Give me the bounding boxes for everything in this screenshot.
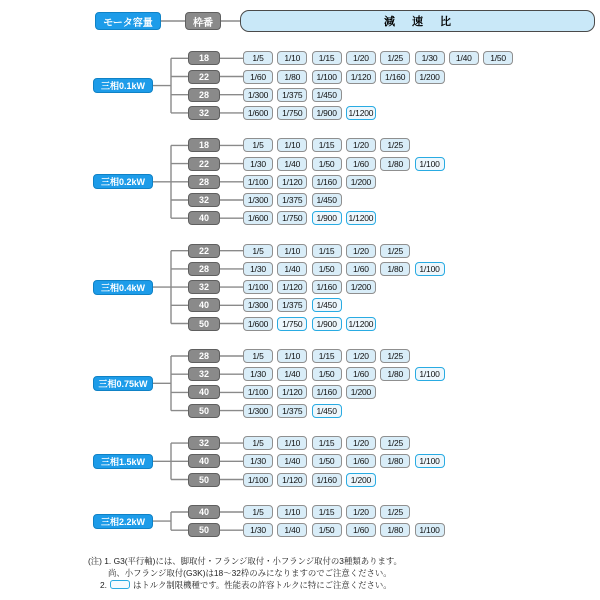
ratio-box: 1/80 [380,262,410,276]
ratio-box: 1/5 [243,349,273,363]
ratio-box: 1/450 [312,193,342,207]
ratio-box: 1/100 [243,175,273,189]
ratio-box: 1/300 [243,88,273,102]
ratio-box: 1/80 [380,157,410,171]
ratio-box-torque-limited: 1/1200 [346,211,376,225]
ratio-box: 1/375 [277,193,307,207]
ratio-box: 1/5 [243,138,273,152]
ratio-box: 1/60 [346,454,376,468]
frame-number-badge: 40 [188,385,220,399]
ratio-box: 1/25 [380,244,410,258]
ratio-box: 1/20 [346,349,376,363]
ratio-box: 1/50 [312,454,342,468]
ratio-box: 1/60 [346,262,376,276]
ratio-box-torque-limited: 1/1200 [346,106,376,120]
ratio-box: 1/20 [346,505,376,519]
frame-number-badge: 50 [188,317,220,331]
motor-capacity-button: 三相0.2kW [93,174,153,189]
ratio-box: 1/50 [483,51,513,65]
ratio-box: 1/100 [415,523,445,537]
frame-number-badge: 28 [188,262,220,276]
frame-number-badge: 22 [188,70,220,84]
ratio-box-torque-limited: 1/900 [312,317,342,331]
ratio-box: 1/5 [243,505,273,519]
ratio-box: 1/40 [277,523,307,537]
ratio-box-torque-limited: 1/900 [312,211,342,225]
motor-capacity-button: 三相0.75kW [93,376,153,391]
ratio-box: 1/10 [277,51,307,65]
ratio-box: 1/100 [243,473,273,487]
frame-number-badge: 32 [188,280,220,294]
frame-number-badge: 32 [188,436,220,450]
ratio-box: 1/60 [346,367,376,381]
ratio-box: 1/100 [243,280,273,294]
ratio-box: 1/15 [312,244,342,258]
footnote-2-number: 2. [100,580,107,590]
ratio-box: 1/5 [243,244,273,258]
frame-number-badge: 28 [188,175,220,189]
motor-capacity-button: 三相0.4kW [93,280,153,295]
ratio-box-torque-limited: 1/100 [415,454,445,468]
ratio-box: 1/160 [312,175,342,189]
ratio-box: 1/200 [346,175,376,189]
ratio-box: 1/600 [243,106,273,120]
ratio-box: 1/160 [312,280,342,294]
frame-number-badge: 22 [188,244,220,258]
ratio-box: 1/50 [312,262,342,276]
frame-number-header: 枠番 [185,12,221,30]
frame-number-badge: 22 [188,157,220,171]
frame-number-badge: 50 [188,523,220,537]
ratio-box: 1/10 [277,436,307,450]
ratio-box-torque-limited: 1/450 [312,298,342,312]
motor-capacity-button: 三相0.1kW [93,78,153,93]
ratio-box: 1/100 [243,385,273,399]
ratio-box: 1/20 [346,138,376,152]
ratio-box: 1/60 [346,523,376,537]
ratio-box: 1/750 [277,106,307,120]
frame-number-badge: 40 [188,505,220,519]
ratio-box: 1/80 [277,70,307,84]
ratio-box: 1/375 [277,298,307,312]
torque-limited-legend-swatch [110,580,130,589]
ratio-box: 1/200 [346,385,376,399]
ratio-box: 1/40 [277,262,307,276]
ratio-box: 1/100 [312,70,342,84]
ratio-box: 1/60 [243,70,273,84]
ratio-box: 1/200 [346,280,376,294]
ratio-box-torque-limited: 1/750 [277,317,307,331]
ratio-box: 1/375 [277,88,307,102]
ratio-box: 1/25 [380,349,410,363]
frame-number-badge: 50 [188,404,220,418]
ratio-box: 1/600 [243,211,273,225]
ratio-box: 1/40 [277,454,307,468]
ratio-box: 1/60 [346,157,376,171]
frame-number-badge: 40 [188,298,220,312]
ratio-box: 1/25 [380,138,410,152]
ratio-box: 1/375 [277,404,307,418]
ratio-box: 1/160 [380,70,410,84]
ratio-box: 1/30 [243,454,273,468]
ratio-box: 1/120 [277,385,307,399]
ratio-box: 1/30 [243,157,273,171]
ratio-box: 1/200 [415,70,445,84]
ratio-box: 1/900 [312,106,342,120]
ratio-box-torque-limited: 1/200 [346,473,376,487]
ratio-box: 1/40 [449,51,479,65]
ratio-box: 1/10 [277,349,307,363]
ratio-box: 1/50 [312,523,342,537]
ratio-box: 1/80 [380,523,410,537]
ratio-box: 1/25 [380,51,410,65]
ratio-box-torque-limited: 1/100 [415,367,445,381]
ratio-box: 1/10 [277,244,307,258]
frame-number-badge: 28 [188,88,220,102]
ratio-box: 1/40 [277,367,307,381]
ratio-box: 1/15 [312,436,342,450]
ratio-box: 1/15 [312,505,342,519]
frame-number-badge: 32 [188,106,220,120]
frame-number-badge: 40 [188,454,220,468]
ratio-box-torque-limited: 1/100 [415,157,445,171]
footnote-1-line-1: (注) 1. G3(平行軸)には、脚取付・フランジ取付・小フランジ取付の3種類あります。 [88,556,402,566]
ratio-box: 1/750 [277,211,307,225]
ratio-box: 1/15 [312,51,342,65]
motor-capacity-header: モータ容量 [95,12,161,30]
ratio-box: 1/120 [277,473,307,487]
frame-number-badge: 32 [188,193,220,207]
ratio-box: 1/30 [243,262,273,276]
ratio-box: 1/160 [312,473,342,487]
ratio-box: 1/50 [312,367,342,381]
ratio-box: 1/30 [415,51,445,65]
ratio-box: 1/120 [277,280,307,294]
ratio-box: 1/5 [243,51,273,65]
ratio-box-torque-limited: 1/450 [312,404,342,418]
frame-number-badge: 32 [188,367,220,381]
ratio-box: 1/20 [346,436,376,450]
frame-number-badge: 18 [188,51,220,65]
ratio-box: 1/80 [380,454,410,468]
ratio-box: 1/30 [243,523,273,537]
footnote-2 [100,579,392,591]
frame-number-badge: 28 [188,349,220,363]
ratio-box: 1/450 [312,88,342,102]
frame-number-badge: 40 [188,211,220,225]
reduction-ratio-header: 減 速 比 [240,10,595,32]
frame-number-badge: 50 [188,473,220,487]
frame-number-badge: 18 [188,138,220,152]
ratio-box-torque-limited: 1/100 [415,262,445,276]
ratio-box: 1/40 [277,157,307,171]
ratio-box: 1/20 [346,51,376,65]
ratio-box: 1/10 [277,505,307,519]
ratio-box: 1/15 [312,138,342,152]
ratio-box: 1/10 [277,138,307,152]
ratio-box: 1/50 [312,157,342,171]
ratio-box: 1/20 [346,244,376,258]
ratio-box: 1/300 [243,404,273,418]
ratio-box: 1/30 [243,367,273,381]
footnote-1-line-2: 尚、小フランジ取付(G3K)は18〜32枠のみになりますのでご注意ください。 [108,568,392,578]
ratio-box: 1/160 [312,385,342,399]
motor-capacity-button: 三相2.2kW [93,514,153,529]
ratio-box: 1/15 [312,349,342,363]
ratio-box: 1/25 [380,505,410,519]
ratio-box: 1/600 [243,317,273,331]
motor-capacity-button: 三相1.5kW [93,454,153,469]
ratio-box: 1/120 [277,175,307,189]
ratio-box: 1/80 [380,367,410,381]
ratio-box: 1/300 [243,298,273,312]
footnote-2-text: はトルク制限機種です。性能表の許容トルクに特にご注意ください。 [133,580,392,590]
ratio-box: 1/5 [243,436,273,450]
ratio-box: 1/25 [380,436,410,450]
ratio-box: 1/120 [346,70,376,84]
ratio-box-torque-limited: 1/1200 [346,317,376,331]
ratio-box: 1/300 [243,193,273,207]
